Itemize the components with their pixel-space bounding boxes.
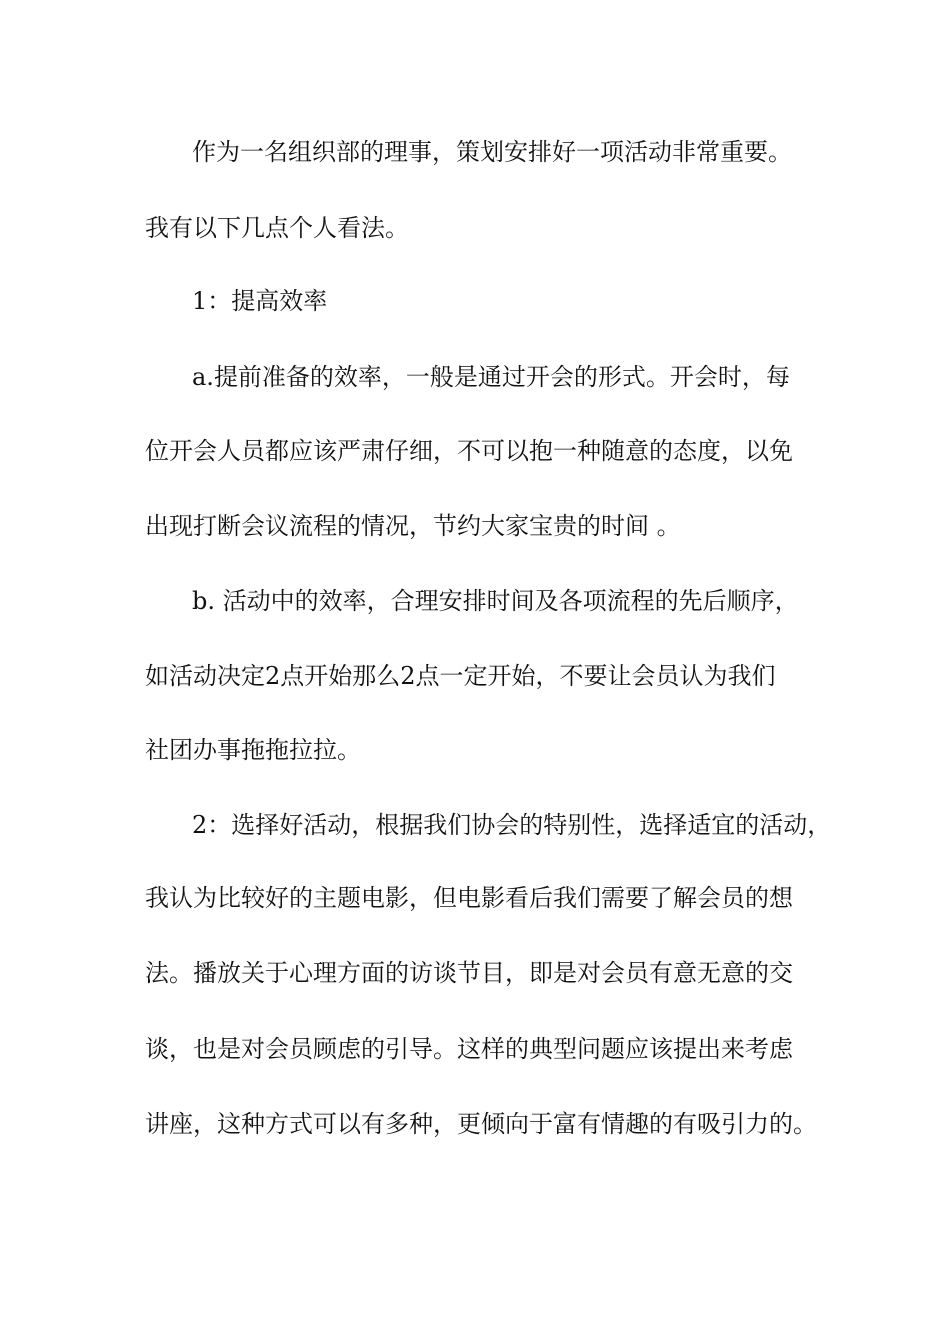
paragraph-line: 作为一名组织部的理事，策划安排好一项活动非常重要。 — [192, 138, 792, 166]
section-heading: 2：选择好活动，根据我们协会的特别性，选择适宜的活动， — [192, 811, 832, 839]
paragraph-line: 法。播放关于心理方面的访谈节目，即是对会员有意无意的交 — [145, 959, 793, 987]
paragraph-line: 讲座，这种方式可以有多种，更倾向于富有情趣的有吸引力的。 — [145, 1110, 817, 1138]
paragraph-line: 位开会人员都应该严肃仔细，不可以抱一种随意的态度，以免 — [145, 437, 793, 465]
paragraph-line: 我认为比较好的主题电影，但电影看后我们需要了解会员的想 — [145, 884, 793, 912]
section-heading: 1：提高效率 — [192, 287, 328, 315]
paragraph-line: 社团办事拖拖拉拉。 — [145, 736, 361, 764]
paragraph-line: b. 活动中的效率，合理安排时间及各项流程的先后顺序， — [192, 587, 799, 615]
paragraph-line: 出现打断会议流程的情况，节约大家宝贵的时间 。 — [145, 512, 681, 540]
paragraph-line: 如活动决定2点开始那么2点一定开始，不要让会员认为我们 — [145, 662, 776, 690]
paragraph-line: 我有以下几点个人看法。 — [145, 214, 409, 242]
paragraph-line: 谈，也是对会员顾虑的引导。这样的典型问题应该提出来考虑 — [145, 1035, 793, 1063]
paragraph-line: a.提前准备的效率，一般是通过开会的形式。开会时，每 — [192, 363, 790, 391]
